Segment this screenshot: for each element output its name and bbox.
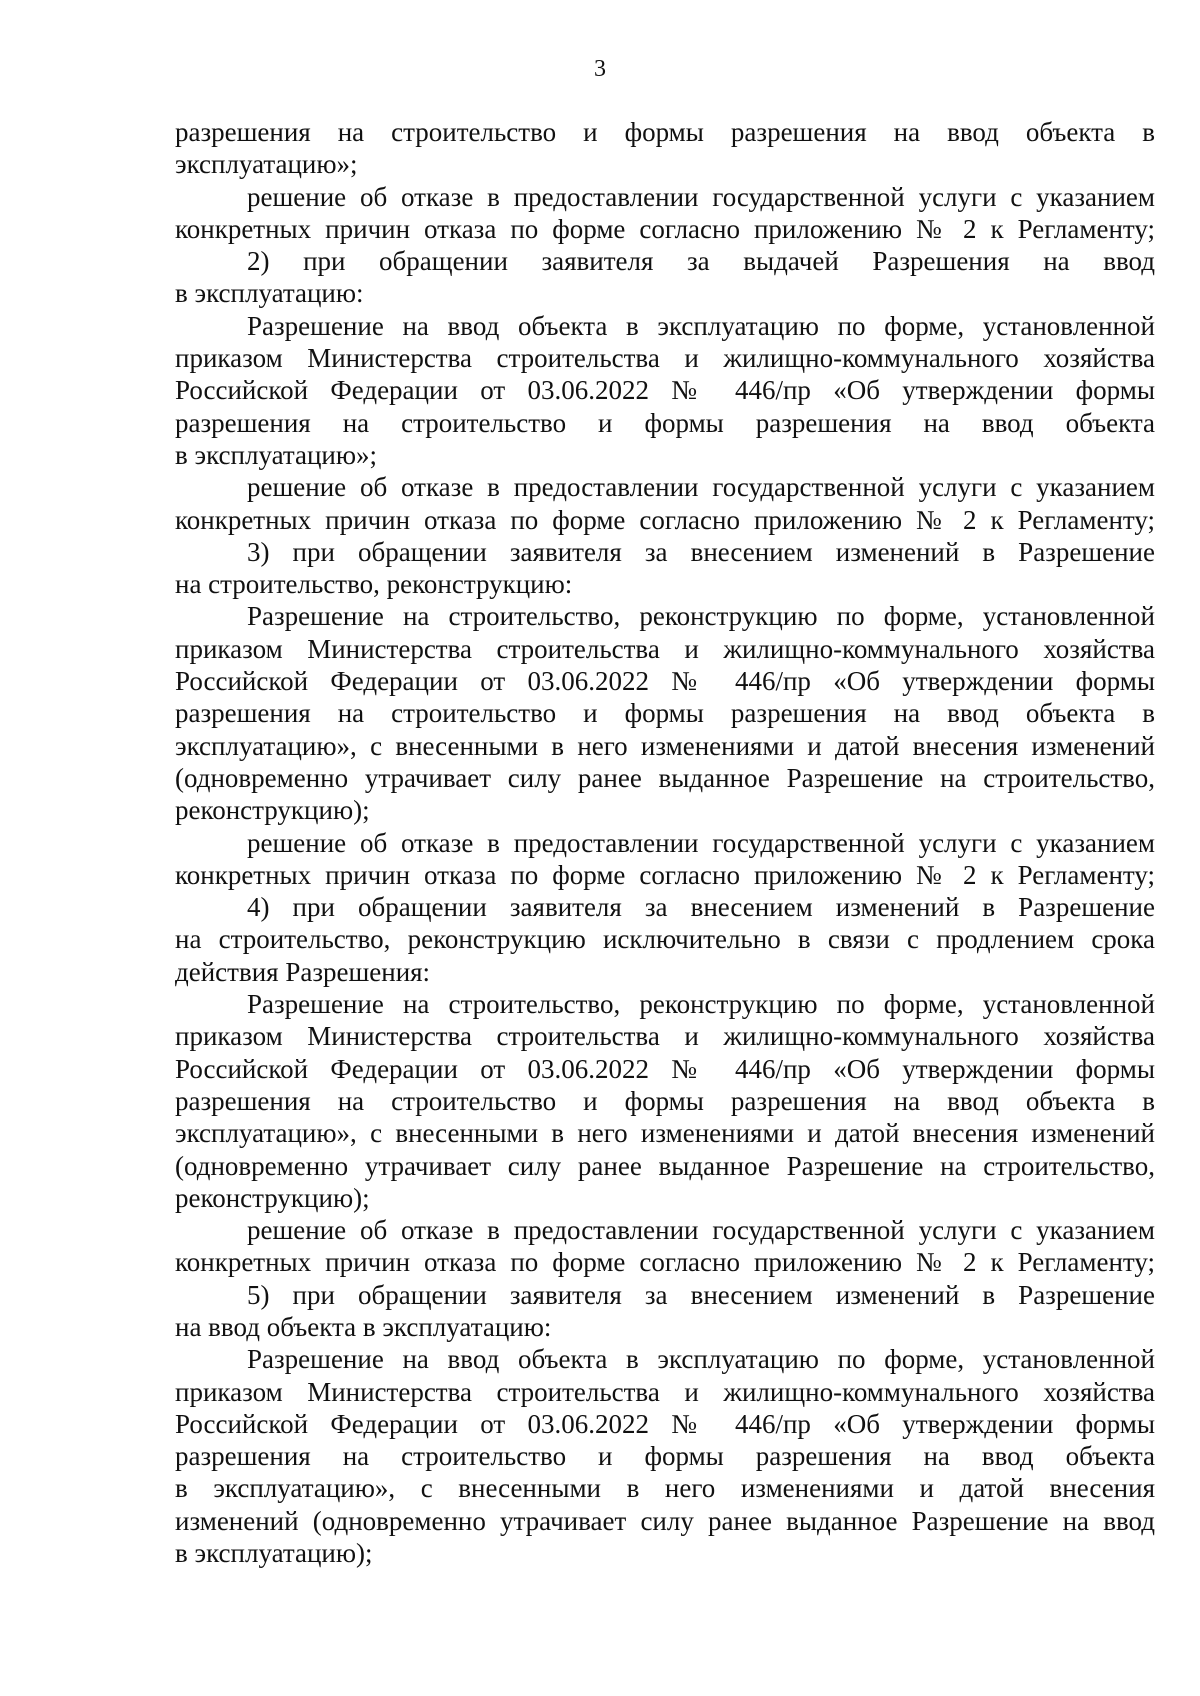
text-line: разрешения на строительство и формы разрешения на ввод объекта в — [175, 698, 1155, 729]
text-line: конкретных причин отказа по форме согласно приложению № 2 к Регламенту; — [175, 859, 1155, 890]
text-line: на ввод объекта в эксплуатацию: — [175, 1311, 552, 1342]
document-body — [175, 116, 1155, 1569]
text-line: решение об отказе в предоставлении государственной услуги с указанием — [247, 827, 1155, 858]
text-line: решение об отказе в предоставлении государственной услуги с указанием — [247, 472, 1155, 503]
text-line: Российской Федерации от 03.06.2022 № 446/пр «Об утверждении формы — [175, 1408, 1155, 1439]
text-line: эксплуатацию»; — [175, 149, 358, 180]
text-line: Российской Федерации от 03.06.2022 № 446/пр «Об утверждении формы — [175, 1053, 1155, 1084]
text-line: разрешения на строительство и формы разрешения на ввод объекта — [175, 1441, 1155, 1472]
text-line: 2) при обращении заявителя за выдачей Разрешения на ввод — [247, 246, 1155, 277]
text-line: (одновременно утрачивает силу ранее выданное Разрешение на строительство, — [175, 762, 1155, 793]
text-line: приказом Министерства строительства и жилищно-коммунального хозяйства — [175, 1376, 1155, 1407]
page-number: 3 — [594, 56, 606, 82]
text-line: в эксплуатацию); — [175, 1538, 373, 1569]
text-line: (одновременно утрачивает силу ранее выданное Разрешение на строительство, — [175, 1150, 1155, 1181]
text-line: разрешения на строительство и формы разрешения на ввод объекта — [175, 407, 1155, 438]
text-line: на строительство, реконструкцию: — [175, 569, 573, 600]
text-line: Разрешение на строительство, реконструкцию по форме, установленной — [247, 989, 1155, 1020]
text-line: реконструкцию); — [175, 1182, 370, 1213]
text-line: Российской Федерации от 03.06.2022 № 446/пр «Об утверждении формы — [175, 375, 1155, 406]
text-line: конкретных причин отказа по форме согласно приложению № 2 к Регламенту; — [175, 504, 1155, 535]
text-line: в эксплуатацию: — [175, 278, 364, 309]
text-line: эксплуатацию», с внесенными в него изменениями и датой внесения изменений — [175, 730, 1155, 761]
text-line: Разрешение на ввод объекта в эксплуатацию по форме, установленной — [247, 1344, 1155, 1375]
text-line: приказом Министерства строительства и жилищно-коммунального хозяйства — [175, 633, 1155, 664]
text-line: эксплуатацию», с внесенными в него изменениями и датой внесения изменений — [175, 1118, 1155, 1149]
text-line: конкретных причин отказа по форме согласно приложению № 2 к Регламенту; — [175, 1247, 1155, 1278]
text-line: Разрешение на ввод объекта в эксплуатацию по форме, установленной — [247, 310, 1155, 341]
text-line: конкретных причин отказа по форме согласно приложению № 2 к Регламенту; — [175, 213, 1155, 244]
text-line: на строительство, реконструкцию исключительно в связи с продлением срока — [175, 924, 1155, 955]
text-line: изменений (одновременно утрачивает силу ранее выданное Разрешение на ввод — [175, 1505, 1155, 1536]
text-line: Разрешение на строительство, реконструкцию по форме, установленной — [247, 601, 1155, 632]
text-line: 4) при обращении заявителя за внесением изменений в Разрешение — [247, 892, 1155, 923]
text-line: Российской Федерации от 03.06.2022 № 446/пр «Об утверждении формы — [175, 666, 1155, 697]
text-line: в эксплуатацию», с внесенными в него изменениями и датой внесения — [175, 1473, 1155, 1504]
text-line: 3) при обращении заявителя за внесением изменений в Разрешение — [247, 536, 1155, 567]
text-line: приказом Министерства строительства и жилищно-коммунального хозяйства — [175, 343, 1155, 374]
text-line: разрешения на строительство и формы разрешения на ввод объекта в — [175, 117, 1155, 147]
text-line: разрешения на строительство и формы разрешения на ввод объекта в — [175, 1085, 1155, 1116]
text-line: в эксплуатацию»; — [175, 439, 378, 470]
text-line: приказом Министерства строительства и жилищно-коммунального хозяйства — [175, 1021, 1155, 1052]
text-line: решение об отказе в предоставлении государственной услуги с указанием — [247, 181, 1155, 212]
text-line: решение об отказе в предоставлении государственной услуги с указанием — [247, 1215, 1155, 1246]
text-line: 5) при обращении заявителя за внесением изменений в Разрешение — [247, 1279, 1155, 1310]
text-line: действия Разрешения: — [175, 956, 431, 987]
text-line: реконструкцию); — [175, 795, 370, 826]
